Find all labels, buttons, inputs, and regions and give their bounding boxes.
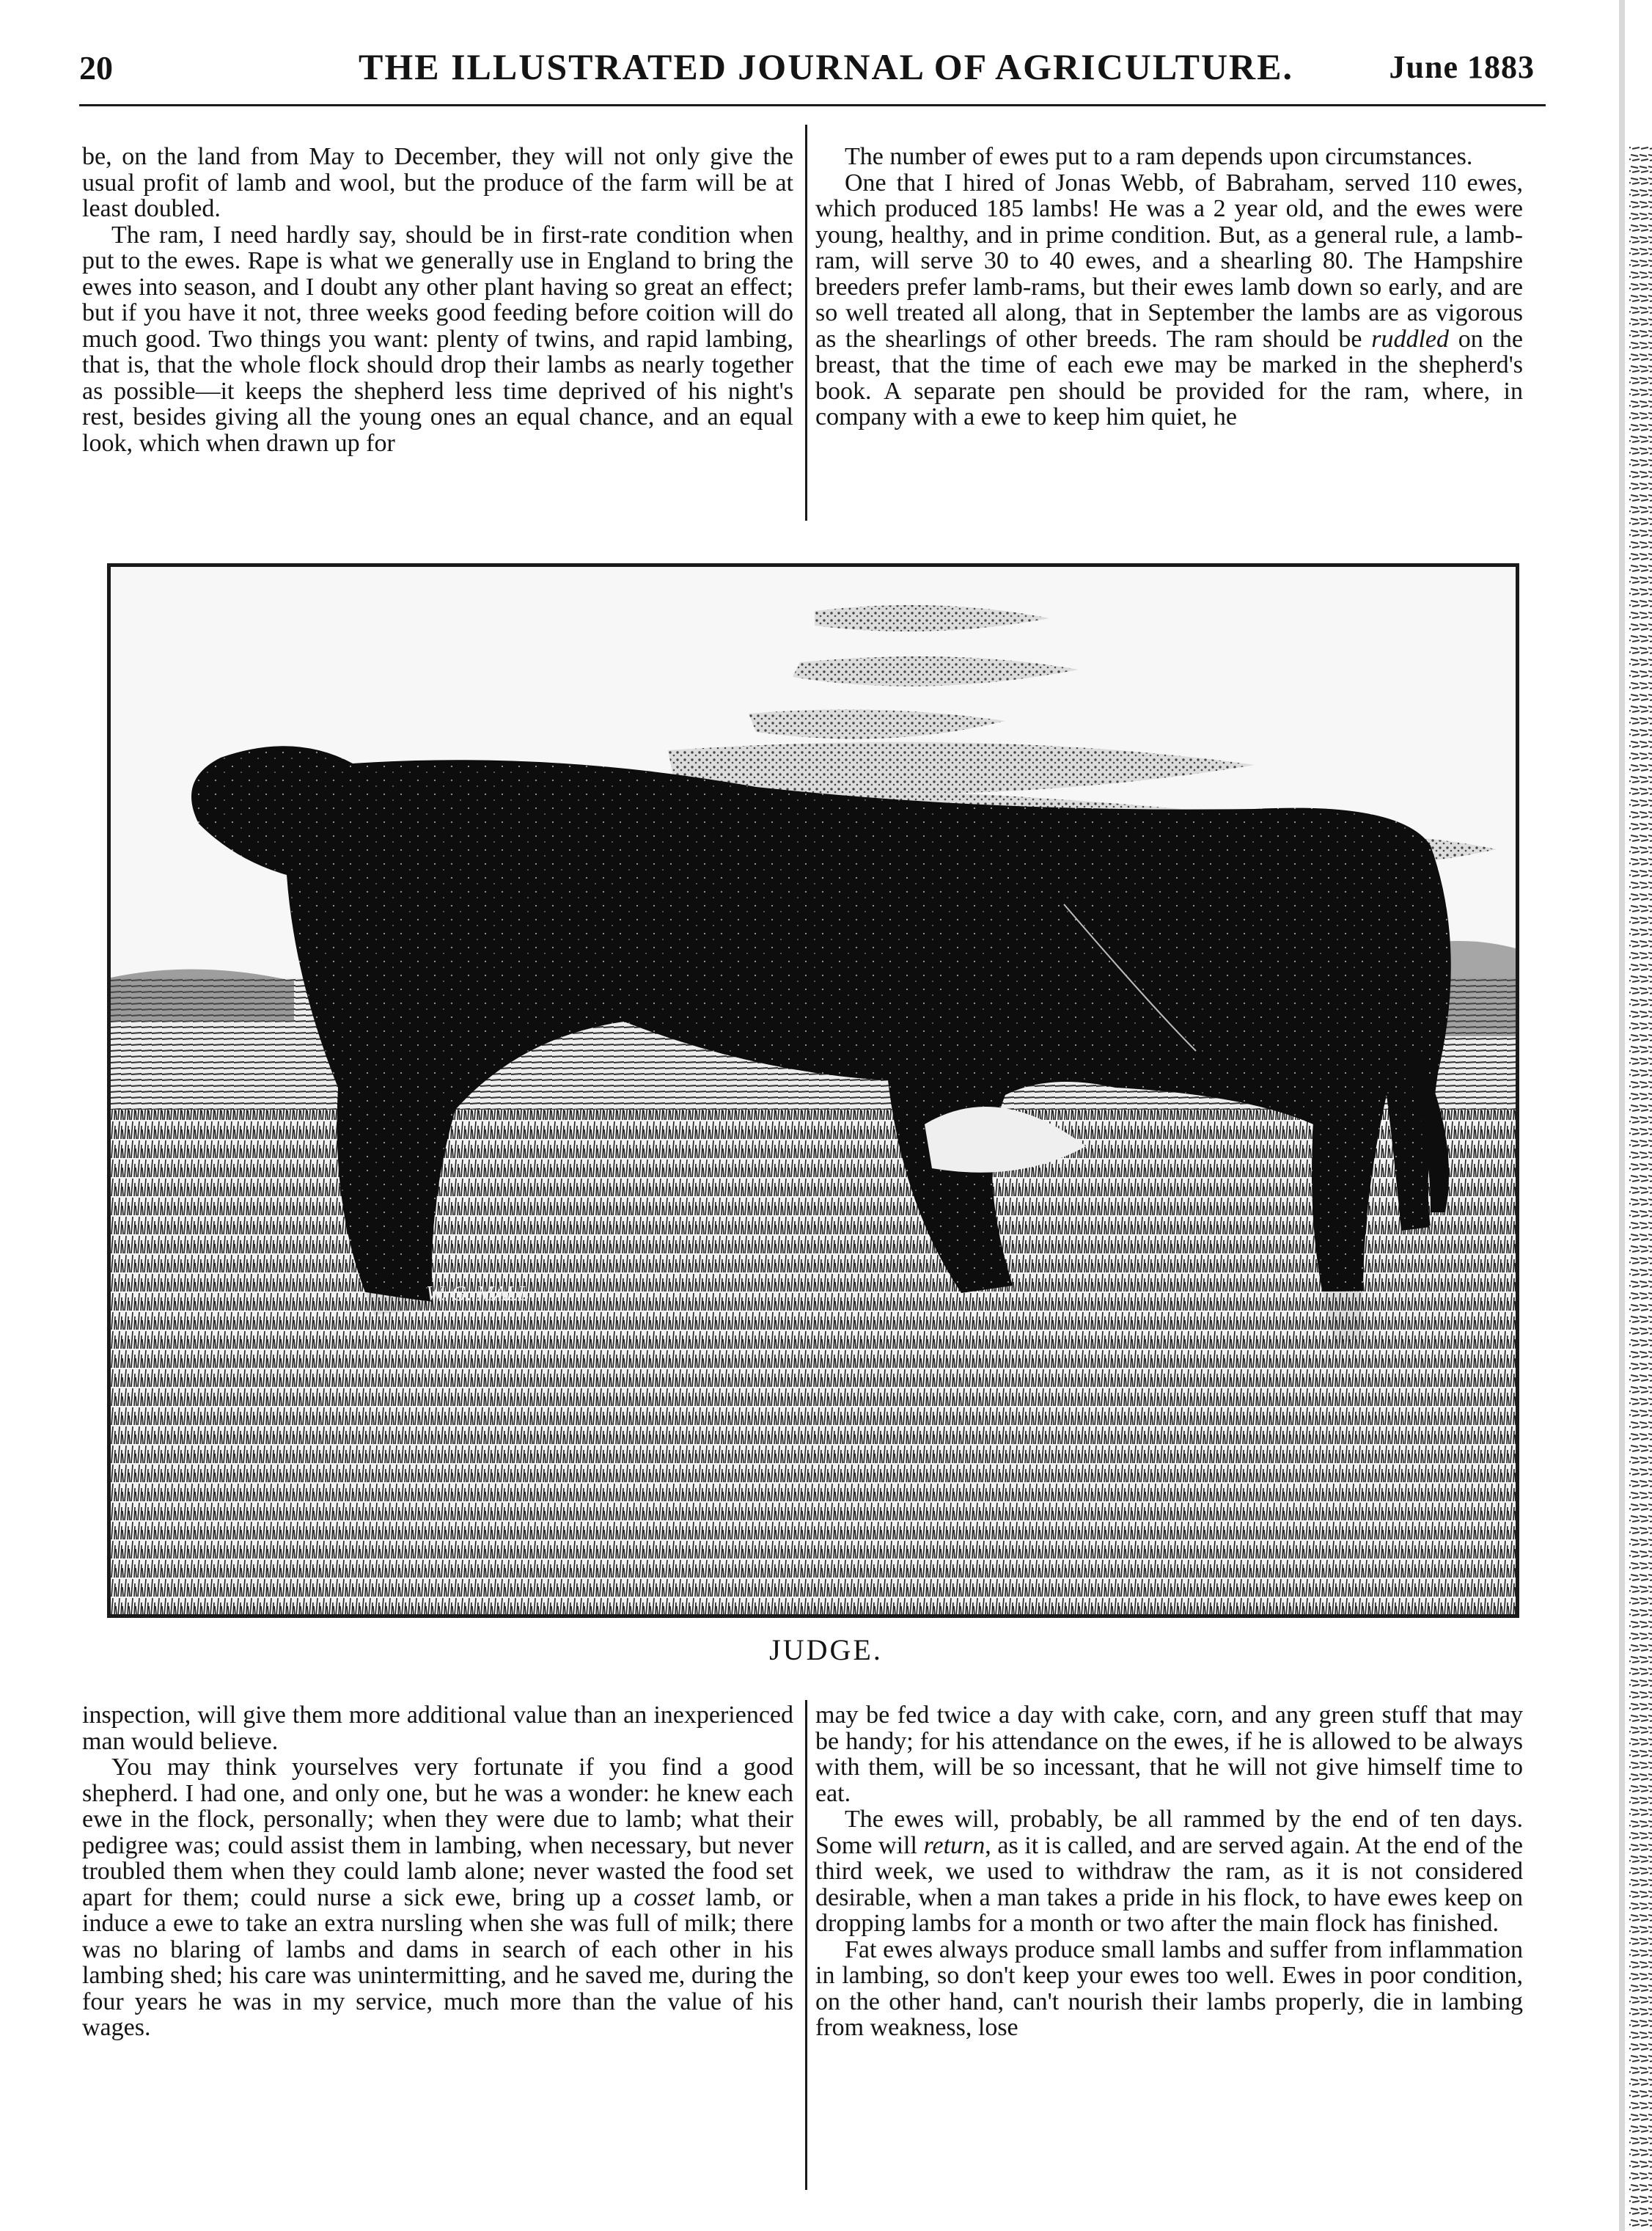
italic-term: ruddled — [1371, 325, 1450, 353]
foreground-grass — [111, 1278, 1516, 1614]
engraving-artwork — [111, 567, 1516, 1614]
header-rule — [79, 104, 1546, 106]
paragraph: Fat ewes always produce small lambs and suffer from inflammation in lambing, so don't keep your ewes too well. Ewes in poor condition, on the other hand, can't nourish their lambs properly, die in lambing from weakness, lose — [815, 1935, 1523, 2041]
bottom-left-column — [82, 1702, 793, 2041]
bull-engraving — [107, 563, 1519, 1618]
paragraph: One that I hired of Jonas Webb, of Babraham, served 110 ewes, which produced 185 lambs! He was a 2 year old, and the ewes were young, healthy, and in prime condition. But, as a general rule, a lamb-ram, will serve 30 to 40 ewes, and a shearling 80. The Hampshire breeders prefer lamb-rams, but their ewes lamb down so early, and are so well treated all along, that in September the lambs are as vigorous as the shearlings of other breeds. The ram should be ruddled on the breast, that the time of each ewe may be marked in the shepherd's book. A separate pen should be provided for the ram, where, in company with a ewe to keep him quiet, he — [815, 169, 1524, 431]
paragraph: The ewes will, probably, be all rammed by the end of ten days. Some will return, as it is called, and are served again. At the end of the third week, we used to withdraw the ram, as it is not considered desirable, when a man takes a pride in his flock, to have ewes keep on dropping lambs for a month or two after the main flock has finished. — [815, 1806, 1524, 1937]
paragraph: The number of ewes put to a ram depends upon circumstances. — [845, 143, 1473, 170]
paragraph: You may think yourselves very fortunate if you find a good shepherd. I had one, and only one, but he was a wonder: he knew each ewe in the flock, personally; when they were due to lamb; what their pedigree was; could assist them in lambing, when necessary, but never troubled them when they could lamb alone; never wasted the food set apart for them; could nurse a sick ewe, bring up a cosset lamb, or induce a ewe to take an extra nursling when she was full of milk; there was no blaring of lambs and dams in search of each other in his lambing shed; his care was unintermitting, and he saved me, during the four years he was in my service, much more than the value of his wages. — [82, 1754, 794, 2041]
column-rule — [805, 125, 807, 521]
paragraph: be, on the land from May to December, they will not only give the usual profit of lamb and wool, but the produce of the farm will be at least doubled. — [82, 143, 793, 222]
paragraph: inspection, will give them more additional value than an inexperienced man would believe. — [82, 1701, 793, 1755]
italic-term: cosset — [634, 1883, 695, 1911]
column-rule — [805, 1700, 807, 2190]
paragraph: may be fed twice a day with cake, corn, and any green stuff that may be handy; for his attendance on the ewes, if he is allowed to be always with them, will be so incessant, that he will not give himself time to eat. — [815, 1701, 1523, 1807]
issue-date: June 1883 — [1389, 49, 1535, 85]
paragraph: The ram, I need hardly say, should be in first-rate condition when put to the ewes. Rape is what we generally use in England to bring the ewes into season, and I doubt any other plant having so great an effect; but if you have it not, three weeks good feeding before coition will do much good. Two things you want: plenty of twins, and rapid lambing, that is, that the whole flock should drop their lambs as nearly together as possible—it keeps the shepherd less time deprived of his night's rest, besides giving all the young ones an equal chance, and an equal look, which when drawn up for — [82, 221, 793, 457]
top-left-column — [82, 144, 793, 456]
illustration-caption: JUDGE. — [769, 1633, 883, 1666]
distant-hill — [111, 970, 294, 1022]
italic-term: return — [923, 1831, 985, 1859]
journal-title: THE ILLUSTRATED JOURNAL OF AGRICULTURE. — [358, 46, 1294, 87]
bottom-right-column — [815, 1702, 1523, 2041]
scan-edge — [1613, 0, 1652, 2231]
engraver-signature: W. G. MALL — [426, 1283, 529, 1305]
top-right-column — [815, 144, 1523, 431]
page-number: 20 — [79, 49, 113, 87]
